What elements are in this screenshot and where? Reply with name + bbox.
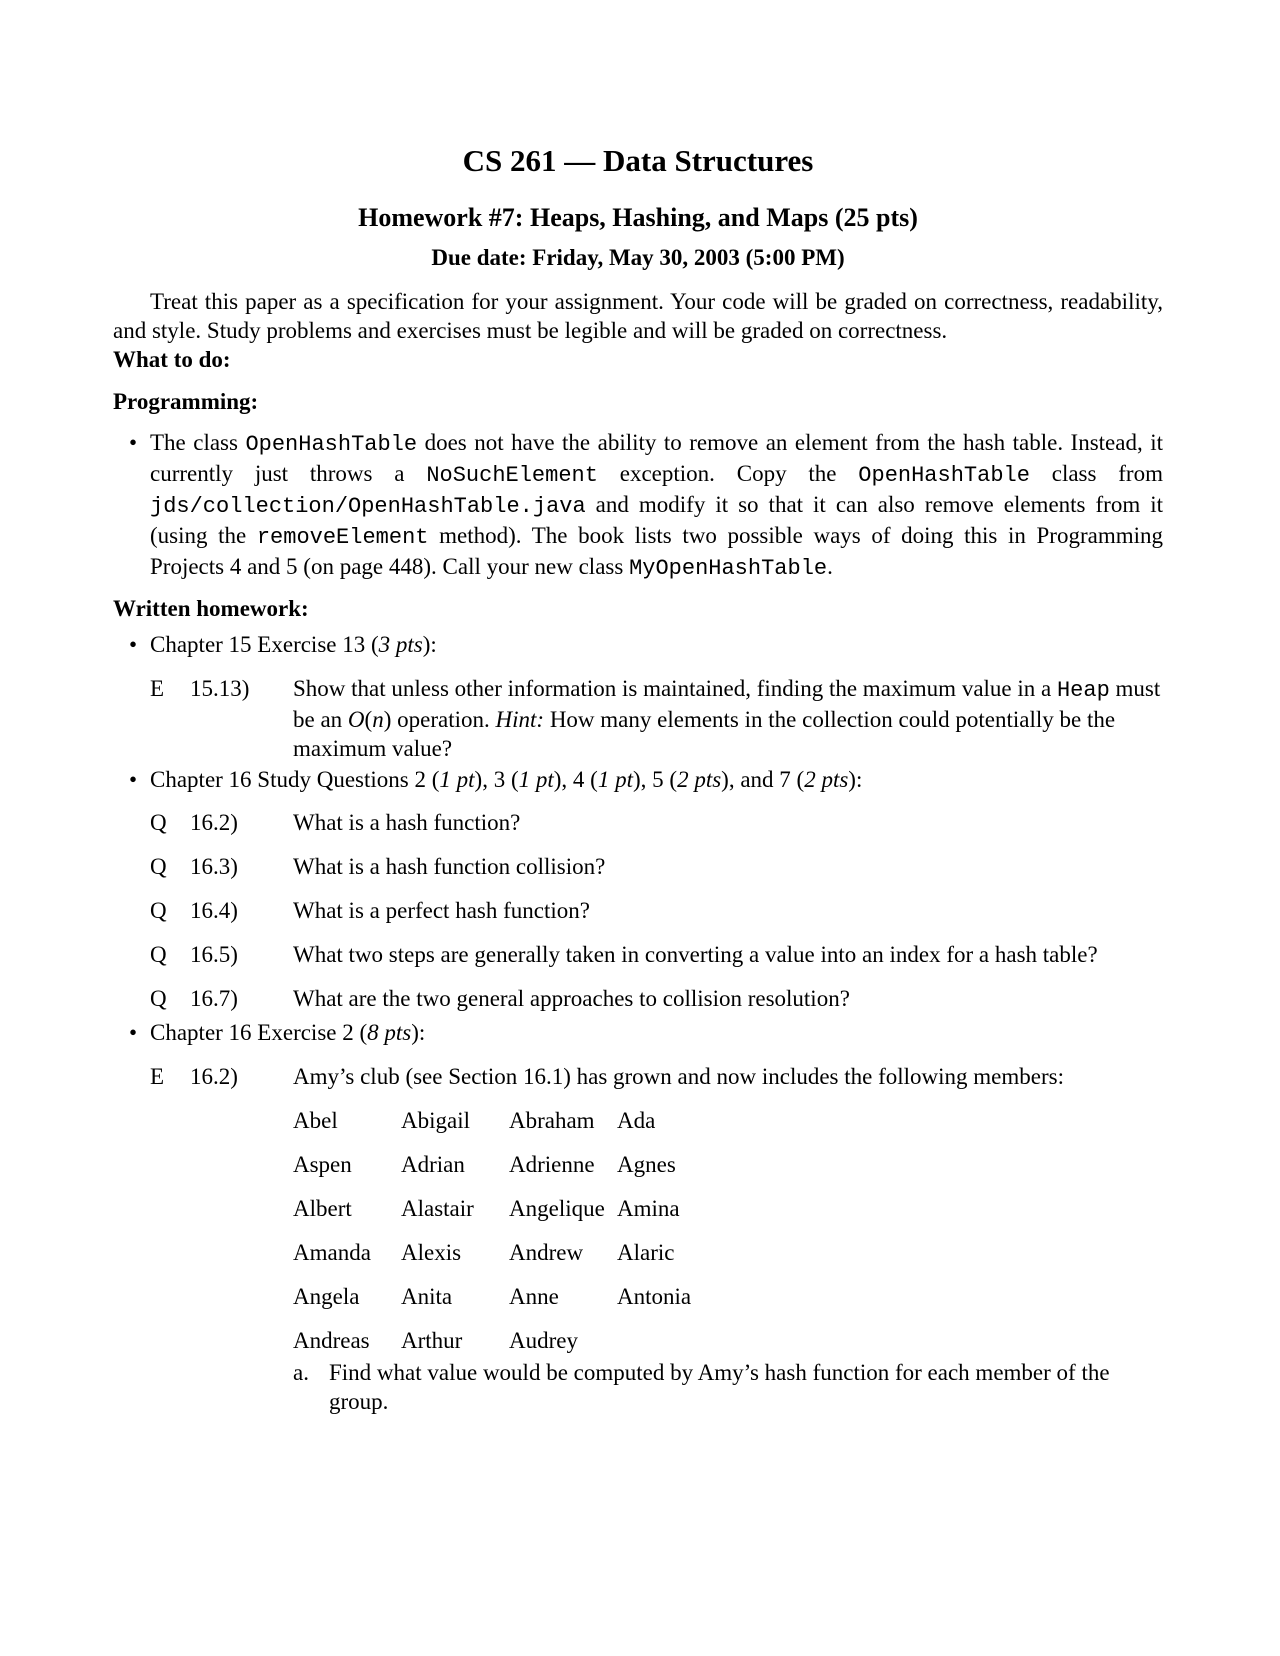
text-run: and modify it so that it can also remove elements from it (using the bbox=[150, 492, 1163, 548]
written-bullet-ch16-exercise bbox=[113, 1018, 1163, 1047]
question-text: What is a hash function? bbox=[293, 810, 521, 835]
intro-paragraph: Treat this paper as a specification for your assignment. Your code will be graded on correctness, readability, and style. Study problems and exercises must be legible and will be graded on correctness. bbox=[113, 289, 1163, 343]
question-label: Q bbox=[150, 854, 167, 879]
text-run: method). The book lists two possible ways of doing this in Programming Projects 4 and 5 (on page 448). Call your new class bbox=[150, 523, 1163, 579]
code-file-path: jds/collection/OpenHashTable.java bbox=[150, 494, 586, 519]
programming-bullet bbox=[113, 428, 1163, 583]
member-name: Anne bbox=[509, 1284, 559, 1309]
bullet-text bbox=[150, 630, 1163, 659]
points-value: 8 pts bbox=[367, 1020, 412, 1045]
exercise-number: 15.13) bbox=[190, 676, 250, 701]
text-run: ) bbox=[383, 707, 392, 732]
question-label: Q bbox=[150, 810, 167, 835]
table-row bbox=[293, 1150, 725, 1194]
member-name: Alaric bbox=[617, 1240, 675, 1265]
bullet-icon: • bbox=[129, 632, 138, 657]
member-name: Ada bbox=[617, 1108, 656, 1133]
question-16-5 bbox=[150, 940, 1163, 969]
text-run: ): bbox=[422, 632, 437, 657]
text-run: ), 3 ( bbox=[474, 767, 519, 792]
exercise-text: Amy’s club (see Section 16.1) has grown and now includes the following members: bbox=[293, 1064, 1064, 1089]
question-text: What is a hash function collision? bbox=[293, 854, 606, 879]
member-name: Abel bbox=[293, 1108, 338, 1133]
member-name: Antonia bbox=[617, 1284, 692, 1309]
table-row bbox=[293, 1282, 725, 1326]
points-value: 1 pt bbox=[439, 767, 475, 792]
text-run: does not have the ability to remove an element from the hash table. Instead, it currently just throws a bbox=[150, 430, 1163, 486]
text-run: Chapter 16 Exercise 2 ( bbox=[150, 1020, 368, 1045]
question-16-3 bbox=[150, 852, 1163, 881]
due-date: Due date: Friday, May 30, 2003 (5:00 PM) bbox=[431, 245, 845, 270]
question-label: Q bbox=[150, 986, 167, 1011]
member-name: Angela bbox=[293, 1284, 360, 1309]
question-number: 16.7) bbox=[190, 986, 238, 1011]
text-run: ): bbox=[848, 767, 863, 792]
homework-title: Homework #7: Heaps, Hashing, and Maps (25 pts) bbox=[358, 203, 918, 232]
exercise-number: 16.2) bbox=[190, 1064, 238, 1089]
member-name: Andrew bbox=[509, 1240, 584, 1265]
member-name: Agnes bbox=[617, 1152, 676, 1177]
text-run: Show that unless other information is maintained, finding the maximum value in a bbox=[293, 676, 1057, 701]
written-bullet-ch15 bbox=[113, 630, 1163, 659]
member-name: Andreas bbox=[293, 1328, 370, 1353]
points-value: 1 pt bbox=[518, 767, 554, 792]
table-row bbox=[293, 1238, 725, 1282]
member-name: Angelique bbox=[509, 1196, 605, 1221]
code-open-hash-table: OpenHashTable bbox=[858, 463, 1030, 488]
code-heap: Heap bbox=[1056, 678, 1110, 703]
text-run: operation. bbox=[391, 707, 496, 732]
bullet-icon: • bbox=[129, 767, 138, 792]
question-text: What is a perfect hash function? bbox=[293, 898, 590, 923]
member-name: Adrian bbox=[401, 1152, 465, 1177]
text-run: must be an bbox=[293, 676, 1161, 732]
question-number: 16.3) bbox=[190, 854, 238, 879]
question-16-2 bbox=[150, 808, 1163, 837]
code-my-open-hash-table: MyOpenHashTable bbox=[629, 556, 828, 581]
text-run: Chapter 16 Study Questions 2 ( bbox=[150, 767, 440, 792]
member-name: Alexis bbox=[401, 1240, 462, 1265]
course-title: CS 261 — Data Structures bbox=[462, 143, 814, 178]
bullet-icon: • bbox=[129, 1020, 138, 1045]
text-run: How many elements in the collection could potentially be the maximum value? bbox=[293, 707, 1116, 761]
exercise-label: E bbox=[150, 676, 165, 701]
bullet-icon: • bbox=[129, 430, 138, 455]
points-value: 3 pts bbox=[378, 632, 423, 657]
bullet-text bbox=[150, 765, 1163, 794]
member-name: Albert bbox=[293, 1196, 352, 1221]
member-name: Audrey bbox=[509, 1328, 578, 1353]
member-names-table bbox=[293, 1106, 725, 1370]
text-run: . bbox=[827, 554, 833, 579]
table-row bbox=[293, 1106, 725, 1150]
heading-programming: Programming: bbox=[113, 389, 259, 414]
member-name: Aspen bbox=[293, 1152, 352, 1177]
text-run: class from bbox=[1029, 461, 1163, 486]
text-run: ), 4 ( bbox=[553, 767, 598, 792]
code-open-hash-table: OpenHashTable bbox=[245, 432, 418, 457]
heading-written-homework: Written homework: bbox=[113, 596, 309, 621]
text-run: Chapter 15 Exercise 13 ( bbox=[150, 632, 379, 657]
heading-what-to-do: What to do: bbox=[113, 347, 231, 372]
points-value: 2 pts bbox=[677, 767, 722, 792]
part-text: Find what value would be computed by Amy’s hash function for each member of the group. bbox=[329, 1360, 1110, 1414]
part-label: a. bbox=[293, 1360, 309, 1385]
text-run: ): bbox=[411, 1020, 426, 1045]
member-name: Anita bbox=[401, 1284, 453, 1309]
code-remove-element: removeElement bbox=[256, 525, 429, 550]
question-16-7 bbox=[150, 984, 1163, 1013]
written-bullet-ch16-study bbox=[113, 765, 1163, 794]
text-run: exception. Copy the bbox=[597, 461, 859, 486]
question-label: Q bbox=[150, 898, 167, 923]
exercise-text bbox=[293, 674, 1163, 763]
question-number: 16.5) bbox=[190, 942, 238, 967]
exercise-16-2 bbox=[150, 1062, 1163, 1091]
points-value: 1 pt bbox=[597, 767, 633, 792]
member-name: Abigail bbox=[401, 1108, 470, 1133]
member-name: Adrienne bbox=[509, 1152, 595, 1177]
hint-label: Hint: bbox=[495, 707, 545, 732]
member-name: Amina bbox=[617, 1196, 680, 1221]
exercise-part-a bbox=[293, 1358, 1163, 1416]
question-text: What two steps are generally taken in converting a value into an index for a hash table? bbox=[293, 942, 1098, 967]
exercise-15-13 bbox=[150, 674, 1163, 763]
text-run: ( bbox=[364, 707, 373, 732]
text-run: The class bbox=[150, 430, 246, 455]
question-number: 16.4) bbox=[190, 898, 238, 923]
big-o-symbol: O bbox=[347, 707, 365, 732]
text-run: ), and 7 ( bbox=[721, 767, 805, 792]
question-text: What are the two general approaches to collision resolution? bbox=[293, 986, 850, 1011]
programming-task-text bbox=[150, 428, 1163, 583]
member-name: Alastair bbox=[401, 1196, 474, 1221]
question-16-4 bbox=[150, 896, 1163, 925]
table-row bbox=[293, 1194, 725, 1238]
code-no-such-element: NoSuchElement bbox=[426, 463, 598, 488]
member-name: Amanda bbox=[293, 1240, 371, 1265]
points-value: 2 pts bbox=[804, 767, 849, 792]
bullet-text bbox=[150, 1018, 1163, 1047]
member-name: Abraham bbox=[509, 1108, 595, 1133]
text-run: ), 5 ( bbox=[632, 767, 678, 792]
question-label: Q bbox=[150, 942, 167, 967]
exercise-label: E bbox=[150, 1064, 165, 1089]
variable-n: n bbox=[372, 707, 384, 732]
question-number: 16.2) bbox=[190, 810, 238, 835]
member-name: Arthur bbox=[401, 1328, 463, 1353]
